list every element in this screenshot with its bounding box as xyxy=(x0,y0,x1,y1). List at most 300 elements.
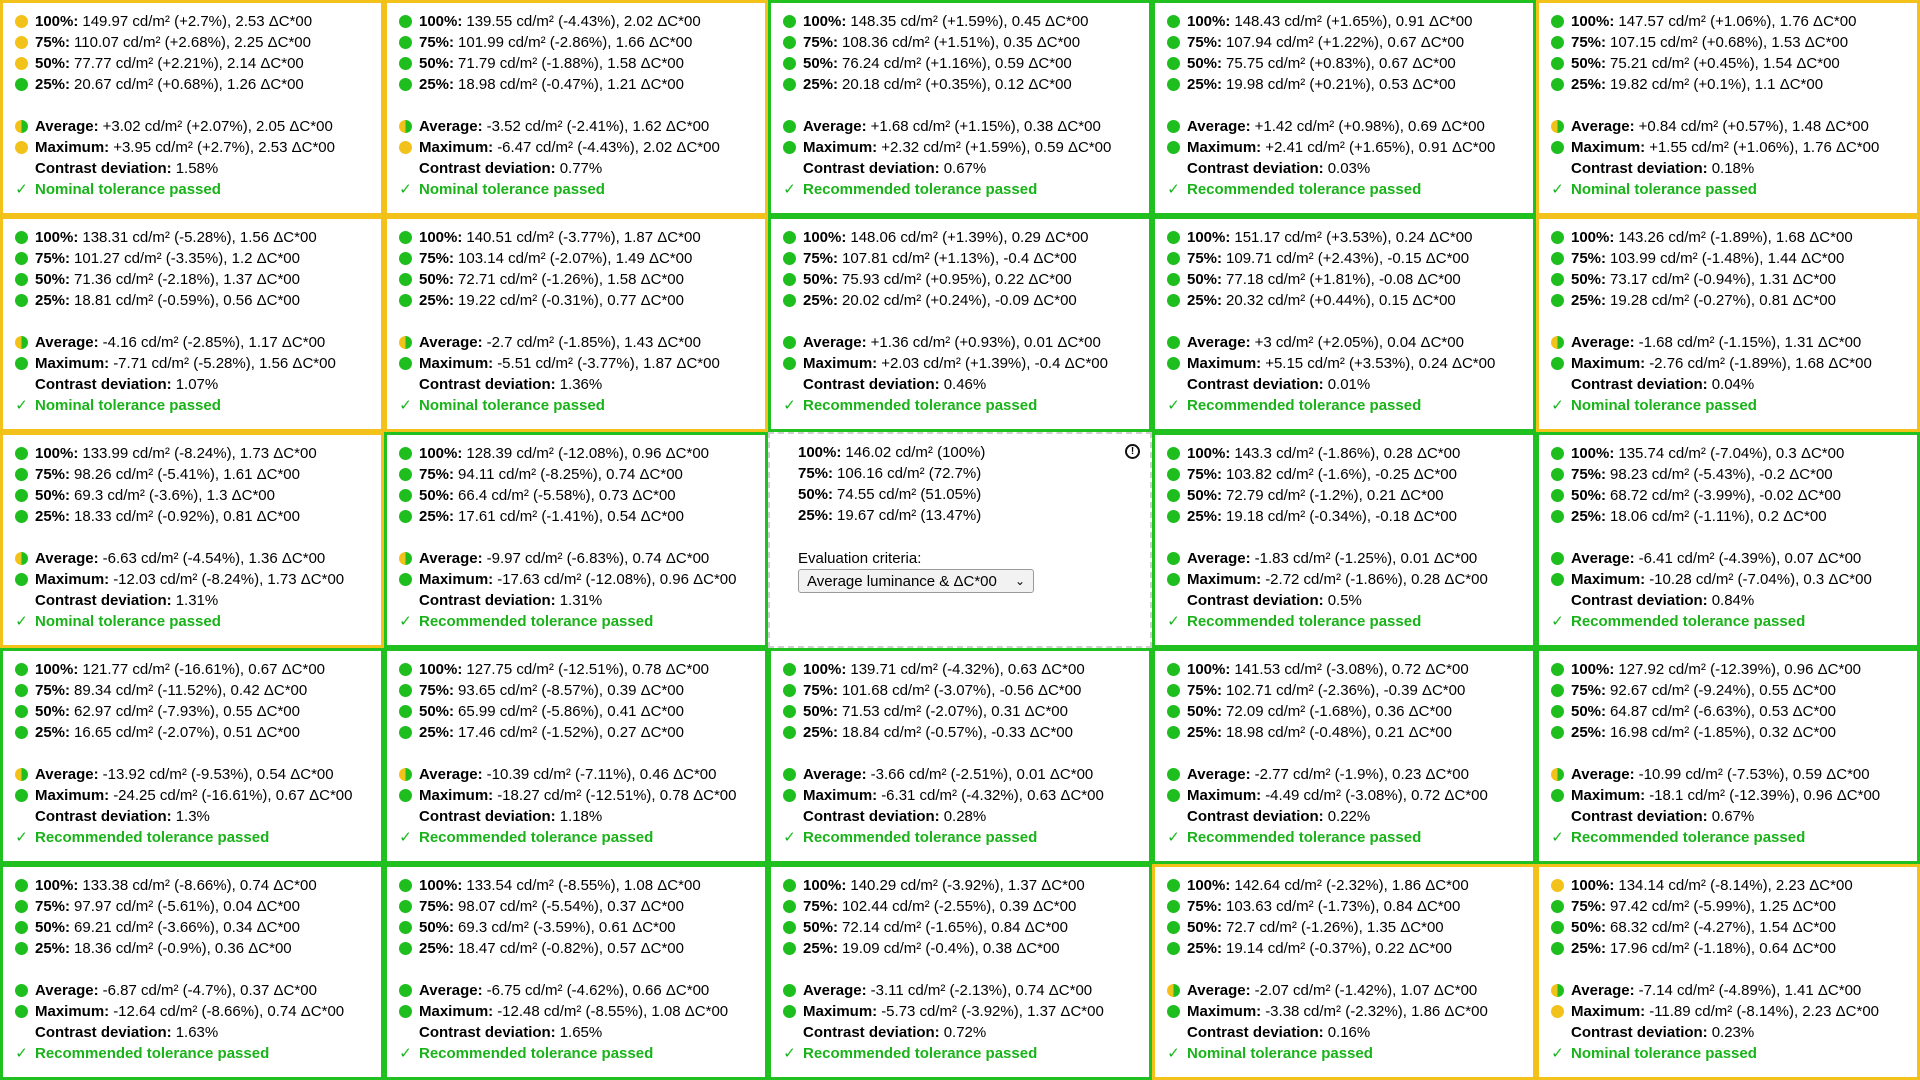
measurement-cell xyxy=(1536,0,1920,216)
level-value: 101.99 cd/m² (-2.86%), 1.66 ΔC*00 xyxy=(458,34,693,51)
level-value: 19.98 cd/m² (+0.21%), 0.53 ΔC*00 xyxy=(1226,76,1456,93)
reference-line xyxy=(798,484,1140,505)
average-row xyxy=(1551,764,1907,785)
level-value: 77.18 cd/m² (+1.81%), -0.08 ΔC*00 xyxy=(1226,271,1461,288)
level-row xyxy=(1167,443,1523,464)
status-dot-icon xyxy=(399,726,412,739)
level-value: 92.67 cd/m² (-9.24%), 0.55 ΔC*00 xyxy=(1610,682,1836,699)
average-value: -9.97 cd/m² (-6.83%), 0.74 ΔC*00 xyxy=(486,550,710,567)
level-row xyxy=(1167,917,1523,938)
level-value: 71.79 cd/m² (-1.88%), 1.58 ΔC*00 xyxy=(458,55,684,72)
tolerance-verdict xyxy=(15,827,371,848)
level-row xyxy=(783,875,1139,896)
status-dot-icon xyxy=(15,357,28,370)
status-dot-icon xyxy=(1167,921,1180,934)
level-label: 100%: xyxy=(803,13,847,30)
maximum-value: -3.38 cd/m² (-2.32%), 1.86 ΔC*00 xyxy=(1265,1003,1488,1020)
level-row xyxy=(1551,53,1907,74)
level-row xyxy=(399,248,755,269)
level-label: 25%: xyxy=(803,724,839,741)
level-value: 103.82 cd/m² (-1.6%), -0.25 ΔC*00 xyxy=(1226,466,1457,483)
contrast-label: Contrast deviation: xyxy=(1187,376,1324,393)
level-row xyxy=(15,701,371,722)
level-label: 50%: xyxy=(1187,487,1223,504)
average-label: Average: xyxy=(419,550,483,567)
tolerance-verdict xyxy=(1551,179,1907,200)
level-row xyxy=(399,701,755,722)
status-dot-icon xyxy=(399,789,412,802)
level-label: 50%: xyxy=(35,271,71,288)
tolerance-verdict xyxy=(15,611,371,632)
maximum-row xyxy=(15,569,371,590)
level-label: 25%: xyxy=(798,507,834,524)
contrast-row xyxy=(399,590,755,611)
status-dot-icon xyxy=(1551,984,1564,997)
level-value: 16.98 cd/m² (-1.85%), 0.32 ΔC*00 xyxy=(1610,724,1836,741)
level-value: 139.55 cd/m² (-4.43%), 2.02 ΔC*00 xyxy=(466,13,701,30)
status-dot-icon xyxy=(1167,36,1180,49)
maximum-label: Maximum: xyxy=(1187,139,1262,156)
tolerance-verdict xyxy=(1167,179,1523,200)
average-row xyxy=(399,764,755,785)
level-row xyxy=(399,659,755,680)
maximum-row xyxy=(15,137,371,158)
level-row xyxy=(15,74,371,95)
level-value: 139.71 cd/m² (-4.32%), 0.63 ΔC*00 xyxy=(850,661,1085,678)
maximum-value: -17.63 cd/m² (-12.08%), 0.96 ΔC*00 xyxy=(497,571,737,588)
level-row xyxy=(783,659,1139,680)
evaluation-criteria-select[interactable] xyxy=(798,569,1034,593)
average-label: Average: xyxy=(35,334,99,351)
maximum-label: Maximum: xyxy=(1571,571,1646,588)
level-value: 64.87 cd/m² (-6.63%), 0.53 ΔC*00 xyxy=(1610,703,1836,720)
level-value: 108.36 cd/m² (+1.51%), 0.35 ΔC*00 xyxy=(842,34,1081,51)
maximum-value: -18.1 cd/m² (-12.39%), 0.96 ΔC*00 xyxy=(1649,787,1881,804)
measurement-cell xyxy=(768,0,1152,216)
level-row xyxy=(399,896,755,917)
maximum-row xyxy=(1551,785,1907,806)
contrast-value: 1.65% xyxy=(559,1024,603,1041)
contrast-value: 0.01% xyxy=(1327,376,1371,393)
level-value: 151.17 cd/m² (+3.53%), 0.24 ΔC*00 xyxy=(1234,229,1473,246)
status-dot-icon xyxy=(1167,78,1180,91)
level-value: 75.75 cd/m² (+0.83%), 0.67 ΔC*00 xyxy=(1226,55,1456,72)
maximum-row xyxy=(399,353,755,374)
status-dot-icon xyxy=(1551,357,1564,370)
level-label: 25%: xyxy=(419,940,455,957)
maximum-label: Maximum: xyxy=(803,787,878,804)
status-dot-icon xyxy=(783,789,796,802)
measurement-cell xyxy=(0,216,384,432)
status-dot-icon xyxy=(1167,984,1180,997)
status-dot-icon xyxy=(399,879,412,892)
status-dot-icon xyxy=(1551,921,1564,934)
info-icon[interactable]: ! xyxy=(1125,444,1140,459)
level-value: 133.38 cd/m² (-8.66%), 0.74 ΔC*00 xyxy=(82,877,317,894)
contrast-label: Contrast deviation: xyxy=(1187,1024,1324,1041)
contrast-row xyxy=(1551,1022,1907,1043)
level-label: 75%: xyxy=(1187,682,1223,699)
status-dot-icon xyxy=(399,231,412,244)
level-label: 50%: xyxy=(1571,703,1607,720)
maximum-row xyxy=(1551,353,1907,374)
status-dot-icon xyxy=(1167,900,1180,913)
level-label: 75%: xyxy=(419,898,455,915)
contrast-label: Contrast deviation: xyxy=(1187,160,1324,177)
level-row xyxy=(399,875,755,896)
status-dot-icon xyxy=(15,879,28,892)
level-row xyxy=(399,917,755,938)
level-label: 25%: xyxy=(419,292,455,309)
level-value: 143.26 cd/m² (-1.89%), 1.68 ΔC*00 xyxy=(1618,229,1853,246)
contrast-label: Contrast deviation: xyxy=(1571,160,1708,177)
status-dot-icon xyxy=(783,900,796,913)
status-dot-icon xyxy=(399,489,412,502)
contrast-value: 0.22% xyxy=(1327,808,1371,825)
level-row xyxy=(1167,248,1523,269)
contrast-value: 1.31% xyxy=(559,592,603,609)
verdict-text: Nominal tolerance passed xyxy=(35,397,221,414)
average-value: -2.07 cd/m² (-1.42%), 1.07 ΔC*00 xyxy=(1254,982,1478,999)
status-dot-icon xyxy=(783,984,796,997)
status-dot-icon xyxy=(399,15,412,28)
level-label: 25%: xyxy=(1187,724,1223,741)
level-value: 18.98 cd/m² (-0.48%), 0.21 ΔC*00 xyxy=(1226,724,1452,741)
level-label: 100%: xyxy=(419,877,463,894)
measurement-cell xyxy=(768,216,1152,432)
level-row xyxy=(1167,722,1523,743)
maximum-value: -11.89 cd/m² (-8.14%), 2.23 ΔC*00 xyxy=(1649,1003,1880,1020)
contrast-label: Contrast deviation: xyxy=(803,808,940,825)
maximum-label: Maximum: xyxy=(1571,787,1646,804)
level-label: 75%: xyxy=(35,466,71,483)
contrast-label: Contrast deviation: xyxy=(419,160,556,177)
spacer xyxy=(1551,527,1907,548)
status-dot-icon xyxy=(1551,705,1564,718)
status-dot-icon xyxy=(1167,1005,1180,1018)
measurement-cell xyxy=(768,648,1152,864)
status-dot-icon xyxy=(1167,768,1180,781)
maximum-value: +1.55 cd/m² (+1.06%), 1.76 ΔC*00 xyxy=(1649,139,1880,156)
status-dot-icon xyxy=(15,1005,28,1018)
status-dot-icon xyxy=(399,573,412,586)
status-dot-icon xyxy=(1167,294,1180,307)
level-row xyxy=(783,32,1139,53)
level-label: 100%: xyxy=(803,229,847,246)
contrast-row xyxy=(1167,374,1523,395)
status-dot-icon xyxy=(1551,57,1564,70)
status-dot-icon xyxy=(783,663,796,676)
checkmark-icon: ✓ xyxy=(1551,829,1564,846)
status-dot-icon xyxy=(1167,705,1180,718)
level-label: 25%: xyxy=(1571,292,1607,309)
level-value: 18.33 cd/m² (-0.92%), 0.81 ΔC*00 xyxy=(74,508,300,525)
contrast-label: Contrast deviation: xyxy=(803,160,940,177)
spacer xyxy=(783,743,1139,764)
level-row xyxy=(1551,659,1907,680)
level-label: 100%: xyxy=(1187,13,1231,30)
level-row xyxy=(1551,506,1907,527)
reference-line xyxy=(798,463,1140,484)
average-value: -2.77 cd/m² (-1.9%), 0.23 ΔC*00 xyxy=(1254,766,1469,783)
level-label: 75%: xyxy=(419,466,455,483)
level-label: 50%: xyxy=(419,703,455,720)
status-dot-icon xyxy=(783,705,796,718)
level-row xyxy=(15,917,371,938)
status-dot-icon xyxy=(15,252,28,265)
status-dot-icon xyxy=(399,900,412,913)
level-label: 75%: xyxy=(1571,682,1607,699)
tolerance-verdict xyxy=(1167,1043,1523,1064)
level-value: 69.3 cd/m² (-3.59%), 0.61 ΔC*00 xyxy=(458,919,676,936)
contrast-row xyxy=(15,590,371,611)
status-dot-icon xyxy=(1167,942,1180,955)
level-label: 50%: xyxy=(803,703,839,720)
level-label: 100%: xyxy=(1571,13,1615,30)
average-row xyxy=(399,332,755,353)
status-dot-icon xyxy=(15,726,28,739)
average-row xyxy=(15,332,371,353)
level-label: 25%: xyxy=(35,508,71,525)
spacer xyxy=(1167,959,1523,980)
level-label: 50%: xyxy=(798,486,834,503)
level-value: 146.02 cd/m² (100%) xyxy=(845,444,986,461)
contrast-row xyxy=(15,1022,371,1043)
contrast-row xyxy=(1551,158,1907,179)
maximum-value: +2.32 cd/m² (+1.59%), 0.59 ΔC*00 xyxy=(881,139,1112,156)
level-label: 75%: xyxy=(803,34,839,51)
status-dot-icon xyxy=(1551,879,1564,892)
status-dot-icon xyxy=(1551,15,1564,28)
status-dot-icon xyxy=(15,294,28,307)
level-value: 102.71 cd/m² (-2.36%), -0.39 ΔC*00 xyxy=(1226,682,1466,699)
level-row xyxy=(1167,938,1523,959)
average-row xyxy=(1167,764,1523,785)
level-row xyxy=(783,248,1139,269)
level-value: 103.99 cd/m² (-1.48%), 1.44 ΔC*00 xyxy=(1610,250,1845,267)
status-dot-icon xyxy=(1551,768,1564,781)
level-row xyxy=(399,485,755,506)
contrast-row xyxy=(783,806,1139,827)
measurement-cell xyxy=(1536,216,1920,432)
level-label: 25%: xyxy=(1187,508,1223,525)
average-row xyxy=(15,764,371,785)
maximum-row xyxy=(1167,137,1523,158)
level-row xyxy=(1551,938,1907,959)
maximum-row xyxy=(783,1001,1139,1022)
status-dot-icon xyxy=(399,510,412,523)
level-value: 18.81 cd/m² (-0.59%), 0.56 ΔC*00 xyxy=(74,292,300,309)
reference-cell xyxy=(768,432,1152,648)
status-dot-icon xyxy=(1551,942,1564,955)
maximum-label: Maximum: xyxy=(1571,355,1646,372)
status-dot-icon xyxy=(1551,294,1564,307)
maximum-row xyxy=(399,1001,755,1022)
level-row xyxy=(15,227,371,248)
level-row xyxy=(1167,290,1523,311)
level-value: 141.53 cd/m² (-3.08%), 0.72 ΔC*00 xyxy=(1234,661,1469,678)
measurement-cell xyxy=(0,864,384,1080)
average-value: -6.41 cd/m² (-4.39%), 0.07 ΔC*00 xyxy=(1638,550,1862,567)
contrast-label: Contrast deviation: xyxy=(1571,1024,1708,1041)
checkmark-icon: ✓ xyxy=(399,397,412,414)
average-row xyxy=(1167,548,1523,569)
verdict-text: Nominal tolerance passed xyxy=(1571,181,1757,198)
status-dot-icon xyxy=(1551,231,1564,244)
contrast-row xyxy=(1551,374,1907,395)
checkmark-icon: ✓ xyxy=(783,1045,796,1062)
status-dot-icon xyxy=(15,15,28,28)
checkmark-icon: ✓ xyxy=(1551,397,1564,414)
level-row xyxy=(1167,701,1523,722)
maximum-row xyxy=(399,137,755,158)
average-value: +0.84 cd/m² (+0.57%), 1.48 ΔC*00 xyxy=(1638,118,1869,135)
maximum-label: Maximum: xyxy=(35,355,110,372)
level-row xyxy=(1167,896,1523,917)
level-value: 142.64 cd/m² (-2.32%), 1.86 ΔC*00 xyxy=(1234,877,1469,894)
level-label: 100%: xyxy=(1571,445,1615,462)
verdict-text: Recommended tolerance passed xyxy=(419,613,654,630)
checkmark-icon: ✓ xyxy=(15,613,28,630)
verdict-text: Nominal tolerance passed xyxy=(35,613,221,630)
level-label: 50%: xyxy=(803,919,839,936)
contrast-label: Contrast deviation: xyxy=(1571,592,1708,609)
contrast-label: Contrast deviation: xyxy=(1187,592,1324,609)
status-dot-icon xyxy=(1551,468,1564,481)
spacer xyxy=(1167,311,1523,332)
status-dot-icon xyxy=(15,120,28,133)
level-value: 66.4 cd/m² (-5.58%), 0.73 ΔC*00 xyxy=(458,487,676,504)
level-row xyxy=(399,443,755,464)
verdict-text: Recommended tolerance passed xyxy=(35,829,270,846)
maximum-row xyxy=(1167,353,1523,374)
level-label: 100%: xyxy=(419,445,463,462)
status-dot-icon xyxy=(15,705,28,718)
level-row xyxy=(15,938,371,959)
spacer xyxy=(399,743,755,764)
level-label: 50%: xyxy=(1571,55,1607,72)
level-label: 100%: xyxy=(35,445,79,462)
verdict-text: Nominal tolerance passed xyxy=(1571,397,1757,414)
level-row xyxy=(783,917,1139,938)
checkmark-icon: ✓ xyxy=(1551,181,1564,198)
level-label: 100%: xyxy=(798,444,842,461)
status-dot-icon xyxy=(15,336,28,349)
level-label: 25%: xyxy=(419,508,455,525)
level-label: 100%: xyxy=(419,229,463,246)
level-value: 19.28 cd/m² (-0.27%), 0.81 ΔC*00 xyxy=(1610,292,1836,309)
maximum-row xyxy=(1551,137,1907,158)
average-value: -1.68 cd/m² (-1.15%), 1.31 ΔC*00 xyxy=(1638,334,1862,351)
level-label: 25%: xyxy=(35,940,71,957)
average-value: -1.83 cd/m² (-1.25%), 0.01 ΔC*00 xyxy=(1254,550,1478,567)
level-label: 25%: xyxy=(35,724,71,741)
level-row xyxy=(1551,701,1907,722)
level-label: 50%: xyxy=(1571,487,1607,504)
level-label: 75%: xyxy=(1571,466,1607,483)
contrast-label: Contrast deviation: xyxy=(419,808,556,825)
level-value: 106.16 cd/m² (72.7%) xyxy=(837,465,982,482)
status-dot-icon xyxy=(1167,447,1180,460)
status-dot-icon xyxy=(783,231,796,244)
level-value: 75.21 cd/m² (+0.45%), 1.54 ΔC*00 xyxy=(1610,55,1840,72)
average-value: +3.02 cd/m² (+2.07%), 2.05 ΔC*00 xyxy=(102,118,333,135)
level-row xyxy=(15,32,371,53)
average-label: Average: xyxy=(1187,334,1251,351)
status-dot-icon xyxy=(399,141,412,154)
maximum-label: Maximum: xyxy=(35,1003,110,1020)
contrast-value: 1.58% xyxy=(175,160,219,177)
level-label: 50%: xyxy=(35,55,71,72)
status-dot-icon xyxy=(399,984,412,997)
status-dot-icon xyxy=(783,273,796,286)
measurement-cell xyxy=(1152,432,1536,648)
average-value: -6.75 cd/m² (-4.62%), 0.66 ΔC*00 xyxy=(486,982,710,999)
checkmark-icon: ✓ xyxy=(783,829,796,846)
average-row xyxy=(1551,548,1907,569)
measurement-cell xyxy=(0,648,384,864)
level-value: 73.17 cd/m² (-0.94%), 1.31 ΔC*00 xyxy=(1610,271,1836,288)
maximum-label: Maximum: xyxy=(35,571,110,588)
contrast-row xyxy=(15,374,371,395)
contrast-value: 1.63% xyxy=(175,1024,219,1041)
status-dot-icon xyxy=(1167,273,1180,286)
level-row xyxy=(1167,53,1523,74)
verdict-text: Recommended tolerance passed xyxy=(35,1045,270,1062)
spacer xyxy=(15,95,371,116)
checkmark-icon: ✓ xyxy=(399,181,412,198)
status-dot-icon xyxy=(783,726,796,739)
average-value: +1.36 cd/m² (+0.93%), 0.01 ΔC*00 xyxy=(870,334,1101,351)
level-value: 65.99 cd/m² (-5.86%), 0.41 ΔC*00 xyxy=(458,703,684,720)
checkmark-icon: ✓ xyxy=(1167,181,1180,198)
level-row xyxy=(399,290,755,311)
contrast-value: 0.77% xyxy=(559,160,603,177)
tolerance-verdict xyxy=(15,179,371,200)
average-label: Average: xyxy=(35,550,99,567)
tolerance-verdict xyxy=(783,179,1139,200)
level-label: 50%: xyxy=(1187,271,1223,288)
contrast-label: Contrast deviation: xyxy=(1571,808,1708,825)
maximum-label: Maximum: xyxy=(1571,139,1646,156)
level-row xyxy=(783,53,1139,74)
average-row xyxy=(783,332,1139,353)
level-row xyxy=(783,701,1139,722)
level-value: 133.54 cd/m² (-8.55%), 1.08 ΔC*00 xyxy=(466,877,701,894)
measurement-cell xyxy=(1152,0,1536,216)
level-row xyxy=(399,227,755,248)
contrast-row xyxy=(399,1022,755,1043)
level-label: 75%: xyxy=(1187,898,1223,915)
status-dot-icon xyxy=(783,942,796,955)
maximum-label: Maximum: xyxy=(1187,1003,1262,1020)
status-dot-icon xyxy=(783,57,796,70)
level-label: 50%: xyxy=(1571,919,1607,936)
average-label: Average: xyxy=(803,766,867,783)
maximum-row xyxy=(783,137,1139,158)
level-value: 110.07 cd/m² (+2.68%), 2.25 ΔC*00 xyxy=(74,34,311,51)
status-dot-icon xyxy=(15,684,28,697)
level-value: 121.77 cd/m² (-16.61%), 0.67 ΔC*00 xyxy=(82,661,326,678)
status-dot-icon xyxy=(783,141,796,154)
status-dot-icon xyxy=(1551,552,1564,565)
spacer xyxy=(1551,311,1907,332)
maximum-row xyxy=(1167,569,1523,590)
status-dot-icon xyxy=(1167,489,1180,502)
status-dot-icon xyxy=(1551,900,1564,913)
level-row xyxy=(15,269,371,290)
level-value: 98.07 cd/m² (-5.54%), 0.37 ΔC*00 xyxy=(458,898,684,915)
